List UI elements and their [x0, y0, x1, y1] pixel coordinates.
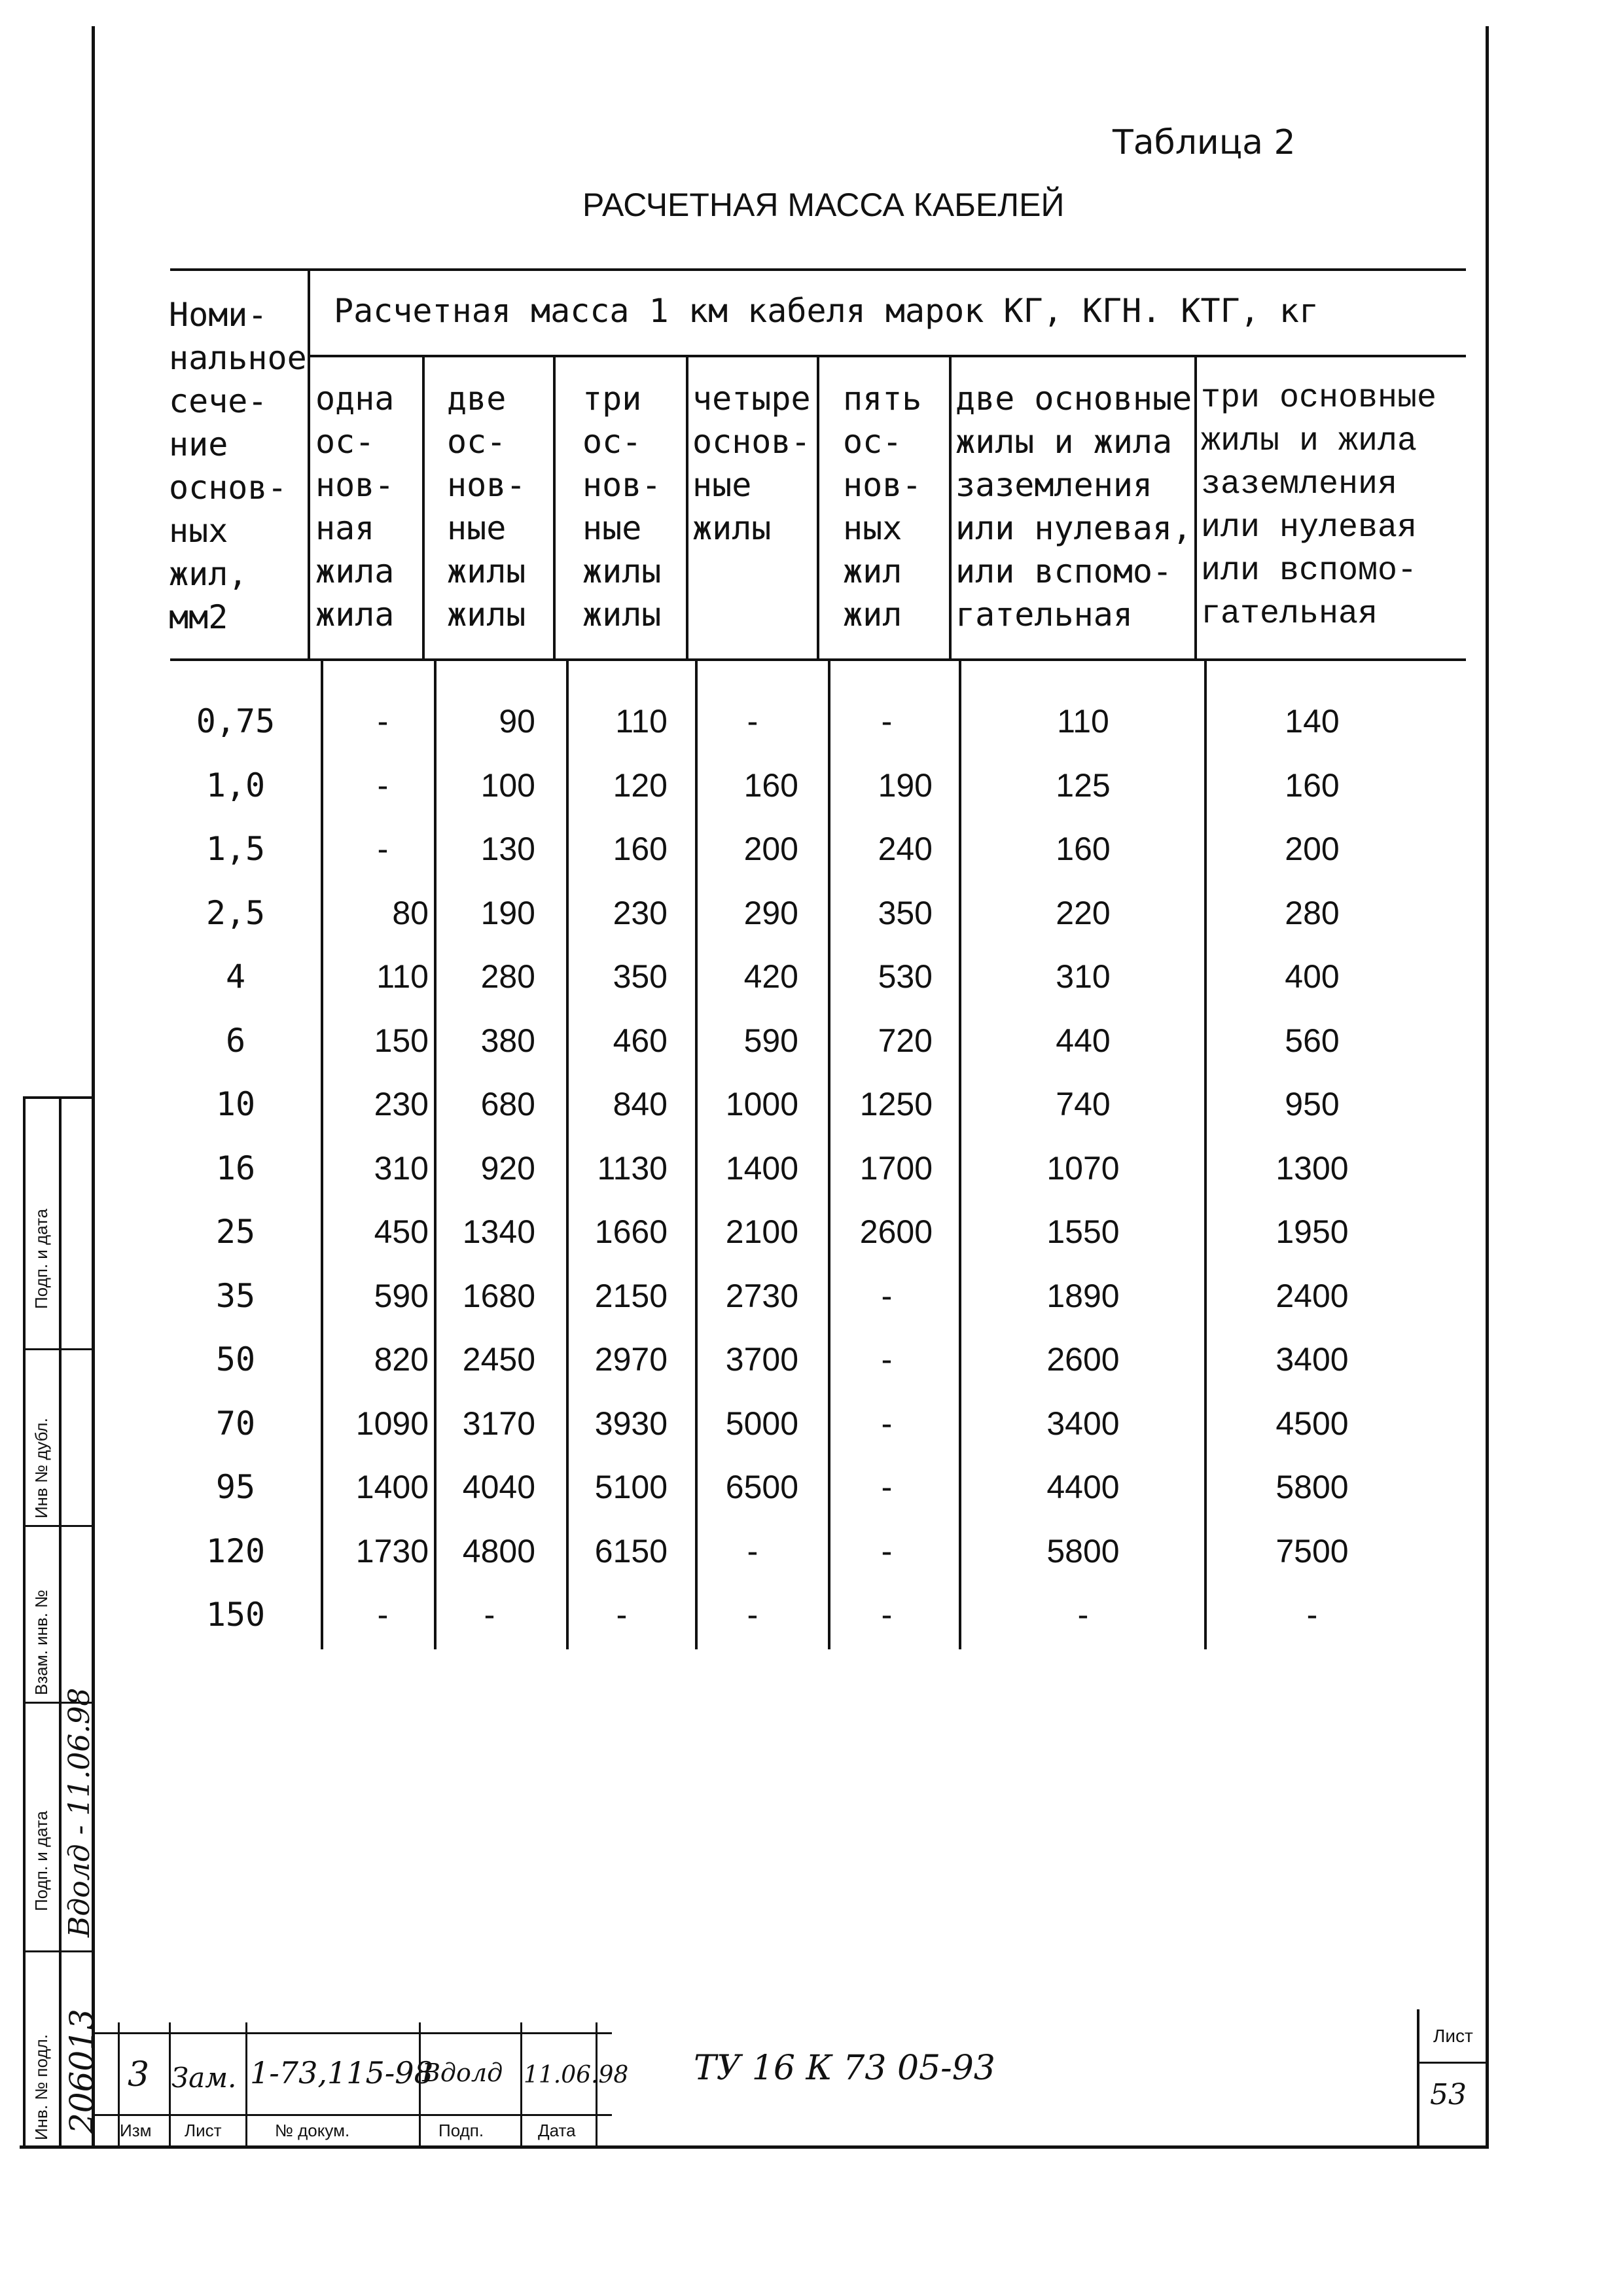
row-cell-col-2: 680	[480, 1086, 535, 1122]
row-cell-col-4: 160	[743, 767, 798, 804]
row-cell-col-6: 310	[1056, 958, 1111, 995]
row-cell-col-5: -	[881, 1278, 893, 1314]
row-cell-col-4: 1400	[725, 1150, 798, 1187]
row-cell-col-4: 2730	[725, 1278, 798, 1314]
header-col-7: три основные жилы и жила заземления или нулевая или вспомо- гательная	[1201, 380, 1437, 633]
row-cell-col-4: 290	[743, 895, 798, 931]
row-cell-col-6: 1550	[1046, 1213, 1120, 1250]
row-cell-col-1: 450	[374, 1213, 429, 1250]
row-cell-col-3: -	[616, 1596, 628, 1633]
row-cell-col-1: 110	[376, 958, 429, 995]
header-col-3: три ос- нов- ные жилы жилы	[582, 380, 662, 634]
row-cell-col-2: -	[484, 1596, 495, 1633]
row-cell-col-4: 200	[743, 831, 798, 867]
row-section: 6	[225, 1022, 246, 1060]
stamp-mid-rule	[95, 2114, 612, 2116]
row-cell-col-1: -	[377, 1596, 389, 1633]
row-cell-col-4: 590	[743, 1022, 798, 1059]
table-top-rule	[170, 268, 1466, 271]
row-cell-col-5: 190	[878, 767, 933, 804]
row-cell-col-5: -	[881, 1596, 893, 1633]
row-cell-col-1: 1090	[355, 1405, 429, 1442]
side-stamp-divider	[23, 1525, 95, 1527]
row-cell-col-6: -	[1077, 1596, 1089, 1633]
stamp-doc-value: 1-73,115-98	[250, 2055, 433, 2090]
row-cell-col-1: 310	[374, 1150, 429, 1187]
header-col-5: пять ос- нов- ных жил жил	[843, 380, 922, 634]
row-cell-col-1: -	[377, 831, 389, 867]
header-col-4: четыре основ- ные жилы	[692, 380, 811, 547]
row-cell-col-6: 740	[1056, 1086, 1111, 1122]
row-cell-col-6: 1890	[1046, 1278, 1120, 1314]
stamp-label-izm: Изм	[120, 2121, 152, 2140]
row-cell-col-5: -	[881, 1533, 893, 1570]
stamp-label-podp: Подп.	[438, 2121, 484, 2140]
stamp-podp-value: Вдолд	[422, 2058, 503, 2087]
row-cell-col-5: -	[881, 1405, 893, 1442]
side-stamp-top	[23, 1096, 95, 1099]
side-label-vzam-inv: Взам. инв. №	[31, 1589, 51, 1695]
row-section: 4	[225, 958, 246, 996]
row-cell-col-5: -	[881, 703, 893, 740]
body-divider	[959, 661, 961, 1649]
row-cell-col-1: 820	[374, 1341, 429, 1378]
row-cell-col-7: 950	[1285, 1086, 1340, 1122]
row-cell-col-7: 200	[1285, 831, 1340, 867]
side-inv-number: 206013	[63, 2009, 101, 2134]
frame-right-line	[1486, 26, 1489, 2147]
frame-bottom-line	[20, 2145, 1489, 2149]
row-cell-col-1: 230	[374, 1086, 429, 1122]
row-cell-col-5: 2600	[859, 1213, 933, 1250]
row-cell-col-6: 440	[1056, 1022, 1111, 1059]
row-cell-col-1: -	[377, 703, 389, 740]
row-cell-col-6: 160	[1056, 831, 1111, 867]
row-section: 2,5	[205, 894, 266, 932]
side-stamp-outer-line	[23, 1096, 26, 2147]
side-label-inv-podl: Инв. № подл.	[31, 2034, 51, 2140]
row-cell-col-4: 3700	[725, 1341, 798, 1378]
row-cell-col-2: 4040	[462, 1469, 535, 1505]
row-cell-col-5: -	[881, 1469, 893, 1505]
row-cell-col-2: 380	[480, 1022, 535, 1059]
row-section: 1,0	[205, 766, 266, 804]
row-cell-col-7: 5800	[1275, 1469, 1349, 1505]
side-stamp-divider	[23, 1348, 95, 1350]
row-cell-col-3: 460	[613, 1022, 668, 1059]
stamp-sheet-rule	[1417, 2062, 1489, 2064]
row-cell-col-7: 2400	[1275, 1278, 1349, 1314]
row-cell-col-5: 1250	[859, 1086, 933, 1122]
row-cell-col-5: 530	[878, 958, 933, 995]
row-cell-col-4: -	[747, 1533, 758, 1570]
header-divider	[553, 355, 556, 660]
stamp-divider	[245, 2022, 247, 2147]
row-cell-col-2: 2450	[462, 1341, 535, 1378]
row-cell-col-7: 3400	[1275, 1341, 1349, 1378]
row-section: 50	[215, 1340, 256, 1378]
row-cell-col-4: 2100	[725, 1213, 798, 1250]
row-section: 16	[215, 1149, 256, 1187]
stamp-top-rule	[95, 2032, 612, 2034]
header-divider	[422, 355, 425, 660]
row-section: 95	[215, 1468, 256, 1506]
row-section: 0,75	[196, 702, 276, 740]
header-divider	[1194, 355, 1197, 660]
row-section: 1,5	[205, 830, 266, 868]
row-cell-col-7: 1300	[1275, 1150, 1349, 1187]
row-cell-col-2: 920	[480, 1150, 535, 1187]
row-section: 35	[215, 1277, 256, 1315]
header-section-col: Номи- нальное сече- ние основ- ных жил, мм2	[169, 296, 307, 636]
row-cell-col-6: 220	[1056, 895, 1111, 931]
row-cell-col-4: 420	[743, 958, 798, 995]
row-section: 120	[205, 1532, 266, 1570]
row-cell-col-7: -	[1306, 1596, 1318, 1633]
row-section: 10	[215, 1085, 256, 1123]
row-cell-col-7: 160	[1285, 767, 1340, 804]
header-divider	[817, 355, 819, 660]
row-cell-col-4: -	[747, 1596, 758, 1633]
row-cell-col-5: 350	[878, 895, 933, 931]
row-cell-col-3: 110	[615, 703, 668, 740]
page-title: РАСЧЕТНАЯ МАССА КАБЕЛЕЙ	[582, 187, 1065, 223]
row-cell-col-3: 1660	[594, 1213, 668, 1250]
stamp-divider	[1417, 2009, 1419, 2147]
row-cell-col-6: 125	[1056, 767, 1111, 804]
row-cell-col-1: 150	[374, 1022, 429, 1059]
row-cell-col-7: 4500	[1275, 1405, 1349, 1442]
row-cell-col-2: 130	[480, 831, 535, 867]
side-signature-date: Вдолд - 11.06.98	[63, 1687, 96, 1937]
row-cell-col-2: 4800	[462, 1533, 535, 1570]
row-cell-col-5: 1700	[859, 1150, 933, 1187]
row-cell-col-2: 1340	[462, 1213, 535, 1250]
stamp-date-value: 11.06.98	[524, 2062, 629, 2089]
row-cell-col-7: 280	[1285, 895, 1340, 931]
side-label-podp-data-1: Подп. и дата	[31, 1810, 51, 1911]
row-cell-col-2: 3170	[462, 1405, 535, 1442]
row-cell-col-1: 590	[374, 1278, 429, 1314]
stamp-label-data: Дата	[538, 2121, 576, 2140]
row-cell-col-3: 5100	[594, 1469, 668, 1505]
side-stamp-inner-line	[59, 1096, 62, 2147]
document-designation: ТУ 16 К 73 05-93	[694, 2049, 995, 2088]
row-cell-col-3: 2970	[594, 1341, 668, 1378]
stamp-label-sheet: Лист	[1433, 2026, 1473, 2046]
row-cell-col-3: 350	[613, 958, 668, 995]
row-cell-col-6: 4400	[1046, 1469, 1120, 1505]
row-cell-col-1: -	[377, 767, 389, 804]
row-cell-col-3: 230	[613, 895, 668, 931]
row-cell-col-6: 5800	[1046, 1533, 1120, 1570]
row-cell-col-3: 6150	[594, 1533, 668, 1570]
table-label: Таблица 2	[1113, 123, 1296, 162]
header-col-2: две ос- нов- ные жилы жилы	[447, 380, 526, 634]
row-cell-col-7: 7500	[1275, 1533, 1349, 1570]
row-cell-col-6: 110	[1057, 703, 1109, 740]
row-cell-col-2: 90	[499, 703, 535, 740]
row-cell-col-4: 6500	[725, 1469, 798, 1505]
side-label-podp-data-2: Подп. и дата	[31, 1208, 51, 1309]
row-cell-col-4: -	[747, 703, 758, 740]
sheet-number: 53	[1430, 2078, 1467, 2111]
row-section: 150	[205, 1596, 266, 1634]
stamp-divider	[520, 2022, 522, 2147]
stamp-divider	[169, 2022, 171, 2147]
row-cell-col-3: 160	[613, 831, 668, 867]
side-stamp-divider	[23, 1950, 95, 1952]
row-cell-col-3: 1130	[597, 1150, 668, 1187]
row-cell-col-2: 100	[480, 767, 535, 804]
row-cell-col-5: 240	[878, 831, 933, 867]
row-cell-col-2: 190	[480, 895, 535, 931]
row-cell-col-7: 400	[1285, 958, 1340, 995]
row-cell-col-5: -	[881, 1341, 893, 1378]
body-divider	[1204, 661, 1207, 1649]
row-cell-col-2: 280	[480, 958, 535, 995]
row-cell-col-1: 1730	[355, 1533, 429, 1570]
side-label-inv-dubl: Инв № дубл.	[31, 1418, 51, 1518]
row-section: 70	[215, 1405, 256, 1443]
row-cell-col-5: 720	[878, 1022, 933, 1059]
stamp-label-list: Лист	[185, 2121, 222, 2140]
row-cell-col-3: 2150	[594, 1278, 668, 1314]
row-cell-col-3: 3930	[594, 1405, 668, 1442]
header-group: Расчетная масса 1 км кабеля марок КГ, КГН. КТГ, кг	[334, 292, 1319, 330]
row-cell-col-7: 140	[1285, 703, 1340, 740]
row-cell-col-1: 80	[392, 895, 429, 931]
header-col-1: одна ос- нов- ная жила жила	[315, 380, 395, 634]
row-cell-col-7: 560	[1285, 1022, 1340, 1059]
header-col-6: две основные жилы и жила заземления или нулевая, или вспомо- гательная	[955, 380, 1192, 634]
row-cell-col-6: 1070	[1046, 1150, 1120, 1187]
table-subheader-rule	[308, 355, 1466, 357]
header-divider	[686, 355, 688, 660]
row-cell-col-1: 1400	[355, 1469, 429, 1505]
row-cell-col-2: 1680	[462, 1278, 535, 1314]
row-cell-col-3: 120	[613, 767, 668, 804]
header-divider	[308, 268, 310, 660]
row-cell-col-4: 5000	[725, 1405, 798, 1442]
row-cell-col-6: 3400	[1046, 1405, 1120, 1442]
row-cell-col-7: 1950	[1275, 1213, 1349, 1250]
row-cell-col-6: 2600	[1046, 1341, 1120, 1378]
header-divider	[949, 355, 952, 660]
row-section: 25	[215, 1213, 256, 1251]
row-cell-col-4: 1000	[725, 1086, 798, 1122]
row-cell-col-3: 840	[613, 1086, 668, 1122]
stamp-list-value: Зам.	[171, 2062, 237, 2094]
stamp-label-doc: № докум.	[275, 2121, 350, 2140]
stamp-izm-value: 3	[128, 2055, 150, 2094]
